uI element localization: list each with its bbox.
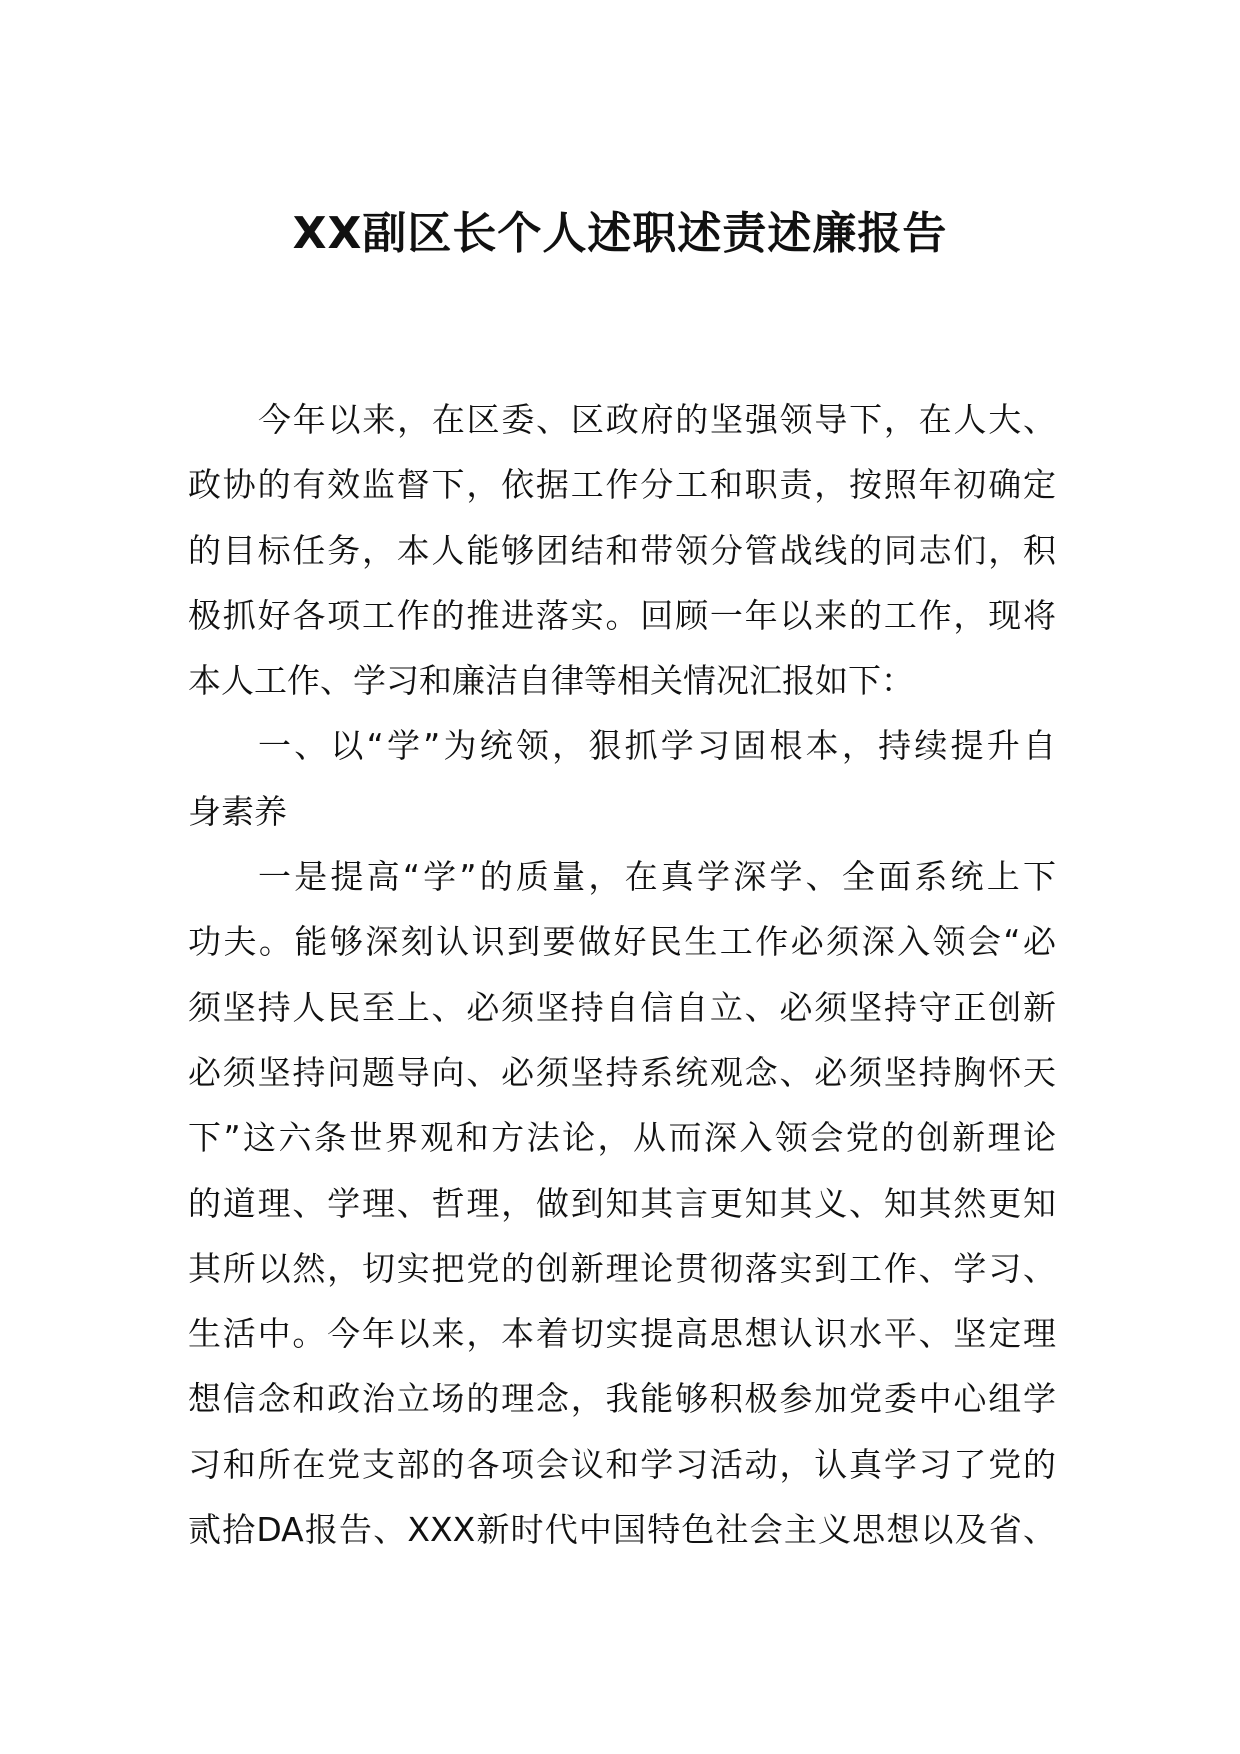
paragraph-line: 政协的有效监督下，依据工作分工和职责，按照年初确定 — [188, 465, 1056, 505]
section-heading-line: 身素养 — [188, 791, 287, 831]
paragraph-line: 的目标任务，本人能够团结和带领分管战线的同志们，积 — [188, 530, 1056, 570]
paragraph-line: 下”这六条世界观和方法论，从而深入领会党的创新理论 — [188, 1118, 1056, 1158]
paragraph-line: 生活中。今年以来，本着切实提高思想认识水平、坚定理 — [188, 1314, 1056, 1354]
paragraph-line: 须坚持人民至上、必须坚持自信自立、必须坚持守正创新 — [188, 987, 1056, 1027]
paragraph-line: 功夫。能够深刻认识到要做好民生工作必须深入领会“必 — [188, 922, 1056, 962]
paragraph-line: 习和所在党支部的各项会议和学习活动，认真学习了党的 — [188, 1444, 1056, 1484]
paragraph-line: 其所以然，切实把党的创新理论贯彻落实到工作、学习、 — [188, 1248, 1056, 1288]
paragraph-line: 贰拾DA报告、XXX新时代中国特色社会主义思想以及省、 — [188, 1510, 1056, 1550]
section-heading-line: 一、以“学”为统领，狠抓学习固根本，持续提升自 — [258, 726, 1056, 766]
document-body — [188, 387, 1056, 1562]
paragraph-line: 一是提高“学”的质量，在真学深学、全面系统上下 — [258, 857, 1056, 897]
paragraph-line: 极抓好各项工作的推进落实。回顾一年以来的工作，现将 — [188, 595, 1056, 635]
document-title: XX副区长个人述职述责述廉报告 — [292, 208, 948, 259]
paragraph-line: 的道理、学理、哲理，做到知其言更知其义、知其然更知 — [188, 1183, 1056, 1223]
paragraph-line: 必须坚持问题导向、必须坚持系统观念、必须坚持胸怀天 — [188, 1052, 1056, 1092]
paragraph-line: 今年以来，在区委、区政府的坚强领导下，在人大、 — [258, 400, 1056, 439]
paragraph-line: 本人工作、学习和廉洁自律等相关情况汇报如下： — [188, 661, 914, 701]
paragraph-line: 想信念和政治立场的理念，我能够积极参加党委中心组学 — [188, 1379, 1056, 1419]
